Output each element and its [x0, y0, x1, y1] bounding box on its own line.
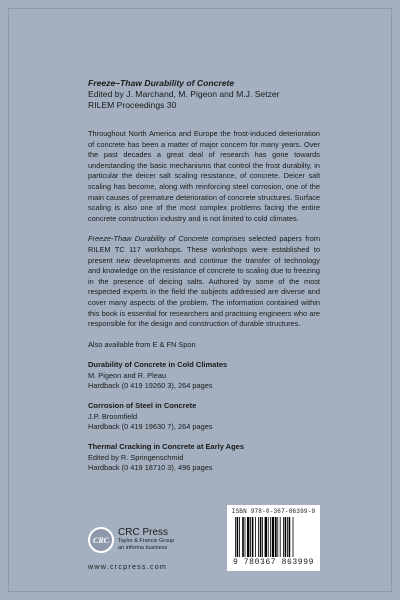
publisher-block	[118, 527, 174, 552]
crc-logo-mark: CRC	[90, 529, 112, 551]
related-book-authors: Edited by R. Springenschmid	[88, 452, 184, 462]
related-book	[88, 360, 320, 391]
intro-paragraph: Throughout North America and Europe the frost-induced deterioration of concrete has been a matter of major concern for many years. Over the past decades a great deal of research has gone towards understanding the basic mechanisms that control the frost durabilty, in particular the deicer salt scaling resistance, of concrete. Deicer salt scaling has become, along with reinforcing steel corrosion, one of the main causes of premature deterioration of concrete structures. Surface scaling is also one of the most complex problems facing the entire concrete construction industry and is not limited to cold climates.	[88, 129, 320, 223]
related-book-detail: Hardback (0 419 18710 3), 496 pages	[88, 462, 213, 472]
book-title: Freeze–Thaw Durability of Concrete	[88, 78, 235, 88]
barcode-bars-icon	[234, 517, 314, 557]
description-text: comprises selected papers from RILEM TC 117 workshops. These workshops were established to present new developments and continue the transfer of technology and knowledge on the resistance of concrete to scaling due to freezing in the presence of deicing salts. Authored by some of the most respected experts in the field the subjects addressed are diverse and cover many aspects of the problem. The information contained within this book is essential for researchers and practising engineers who are responsible for the design and construction of durable structures.	[88, 234, 321, 329]
series-line: RILEM Proceedings 30	[88, 100, 177, 110]
related-book-authors: M. Pigeon and R. Pleau	[88, 370, 167, 380]
related-book-title: Thermal Cracking in Concrete at Early Ages	[88, 442, 245, 452]
publisher-business: an informa business	[118, 545, 168, 551]
description-paragraph	[88, 234, 320, 329]
related-book-detail: Hardback (0 419 19260 3), 264 pages	[88, 380, 213, 390]
publisher-name: CRC Press	[118, 527, 169, 538]
related-book-authors: J.P. Broomfield	[88, 411, 138, 421]
also-available-line: Also available from E & FN Spon	[88, 339, 196, 349]
related-book	[88, 442, 320, 473]
barcode-number: 9 780367 863999	[232, 558, 314, 567]
publisher-url: www.crcpress.com	[88, 562, 168, 571]
publisher-group: Taylor & Francis Group	[118, 538, 175, 544]
barcode	[227, 505, 320, 571]
related-book-title: Corrosion of Steel in Concrete	[88, 401, 197, 411]
related-book-title: Durability of Concrete in Cold Climates	[88, 360, 228, 370]
editors-line: Edited by J. Marchand, M. Pigeon and M.J. Setzer	[88, 89, 280, 99]
back-cover-text	[88, 78, 320, 473]
isbn-text: ISBN 978-0-367-86399-9	[231, 508, 316, 515]
related-book-detail: Hardback (0 419 19630 7), 264 pages	[88, 421, 213, 431]
crc-logo-icon	[88, 527, 114, 553]
description-book-title: Freeze-Thaw Durability of Concrete	[88, 234, 209, 244]
related-book	[88, 401, 320, 432]
